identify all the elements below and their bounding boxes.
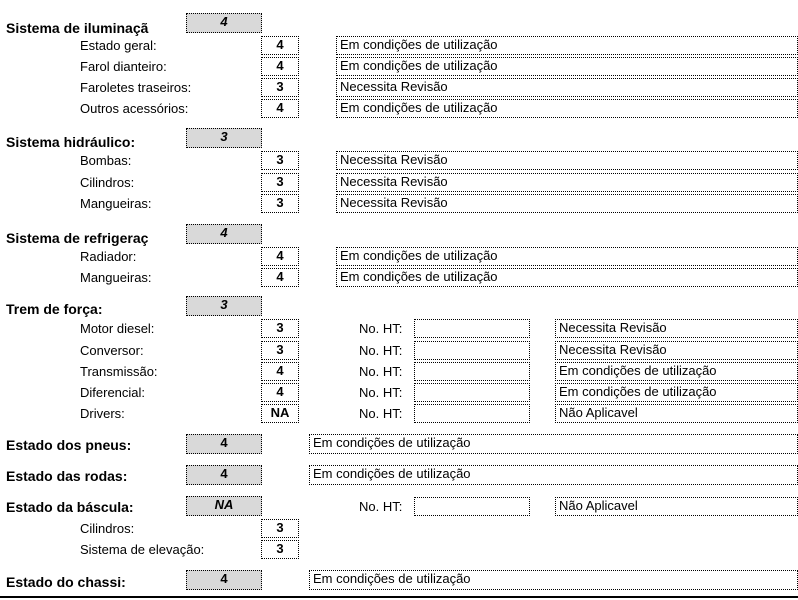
status-field[interactable]: Não Aplicavel [555,497,798,516]
status-field[interactable]: Em condições de utilização [336,247,798,266]
status-field[interactable]: Necessita Revisão [555,319,798,338]
score-field[interactable]: 3 [261,319,299,338]
score-field[interactable]: 4 [261,362,299,381]
status-field[interactable]: Necessita Revisão [555,341,798,360]
item-label: Cilindros: [80,521,135,536]
status-field[interactable]: Em condições de utilização [309,465,798,485]
section-title-pneus: Estado dos pneus: [6,437,132,453]
status-field[interactable]: Necessita Revisão [336,78,798,97]
item-label: Radiador: [80,249,137,264]
status-field[interactable]: Em condições de utilização [336,57,798,76]
grade-pneus[interactable]: 4 [186,434,262,454]
ht-label: No. HT: [359,364,403,379]
bottom-divider [0,596,798,598]
score-field[interactable]: 4 [261,268,299,287]
status-field[interactable]: Em condições de utilização [336,268,798,287]
section-title-hidraulico: Sistema hidráulico: [6,134,136,150]
grade-chassi[interactable]: 4 [186,570,262,590]
item-label: Outros acessórios: [80,101,189,116]
score-field[interactable]: 4 [261,36,299,55]
status-field[interactable]: Necessita Revisão [336,173,798,192]
status-field[interactable]: Em condições de utilização [555,362,798,381]
item-label: Diferencial: [80,385,146,400]
item-label: Conversor: [80,343,144,358]
status-field[interactable]: Necessita Revisão [336,194,798,213]
item-label: Mangueiras: [80,270,152,285]
ht-input[interactable] [414,383,530,402]
score-field[interactable]: 3 [261,173,299,192]
status-field[interactable]: Em condições de utilização [309,570,798,590]
score-field[interactable]: 3 [261,519,299,538]
grade-trem[interactable]: 3 [186,296,262,316]
score-field[interactable]: 4 [261,57,299,76]
ht-input[interactable] [414,362,530,381]
grade-rodas[interactable]: 4 [186,465,262,485]
score-field[interactable]: 3 [261,194,299,213]
ht-input[interactable] [414,497,530,516]
status-field[interactable]: Em condições de utilização [309,434,798,454]
score-field[interactable]: 3 [261,78,299,97]
score-field[interactable]: 3 [261,151,299,170]
section-title-chassi: Estado do chassi: [6,574,126,590]
section-title-iluminacao: Sistema de iluminaçã [6,20,149,36]
grade-hidraulico[interactable]: 3 [186,128,262,148]
score-field[interactable]: 3 [261,341,299,360]
item-label: Farol dianteiro: [80,59,167,74]
ht-input[interactable] [414,341,530,360]
section-title-bascula: Estado da báscula: [6,499,134,515]
status-field[interactable]: Em condições de utilização [336,36,798,55]
item-label: Transmissão: [80,364,158,379]
status-field[interactable]: Em condições de utilização [336,99,798,118]
section-title-rodas: Estado das rodas: [6,468,128,484]
item-label: Estado geral: [80,38,157,53]
status-field[interactable]: Necessita Revisão [336,151,798,170]
grade-iluminacao[interactable]: 4 [186,13,262,33]
status-field[interactable]: Não Aplicavel [555,404,798,423]
item-label: Mangueiras: [80,196,152,211]
ht-label: No. HT: [359,385,403,400]
ht-label: No. HT: [359,406,403,421]
score-field[interactable]: 4 [261,383,299,402]
section-title-refrigeracao: Sistema de refrigeraç [6,230,149,246]
status-field[interactable]: Em condições de utilização [555,383,798,402]
score-field[interactable]: NA [261,404,299,423]
item-label: Cilindros: [80,175,135,190]
item-label: Bombas: [80,153,132,168]
grade-refrigeracao[interactable]: 4 [186,224,262,244]
item-label: Sistema de elevação: [80,542,205,557]
ht-input[interactable] [414,319,530,338]
grade-bascula[interactable]: NA [186,496,262,516]
item-label: Faroletes traseiros: [80,80,192,95]
ht-label: No. HT: [359,499,403,514]
ht-label: No. HT: [359,343,403,358]
item-label: Drivers: [80,406,125,421]
score-field[interactable]: 3 [261,540,299,559]
ht-input[interactable] [414,404,530,423]
score-field[interactable]: 4 [261,247,299,266]
ht-label: No. HT: [359,321,403,336]
section-title-trem: Trem de força: [6,301,103,317]
item-label: Motor diesel: [80,321,155,336]
score-field[interactable]: 4 [261,99,299,118]
